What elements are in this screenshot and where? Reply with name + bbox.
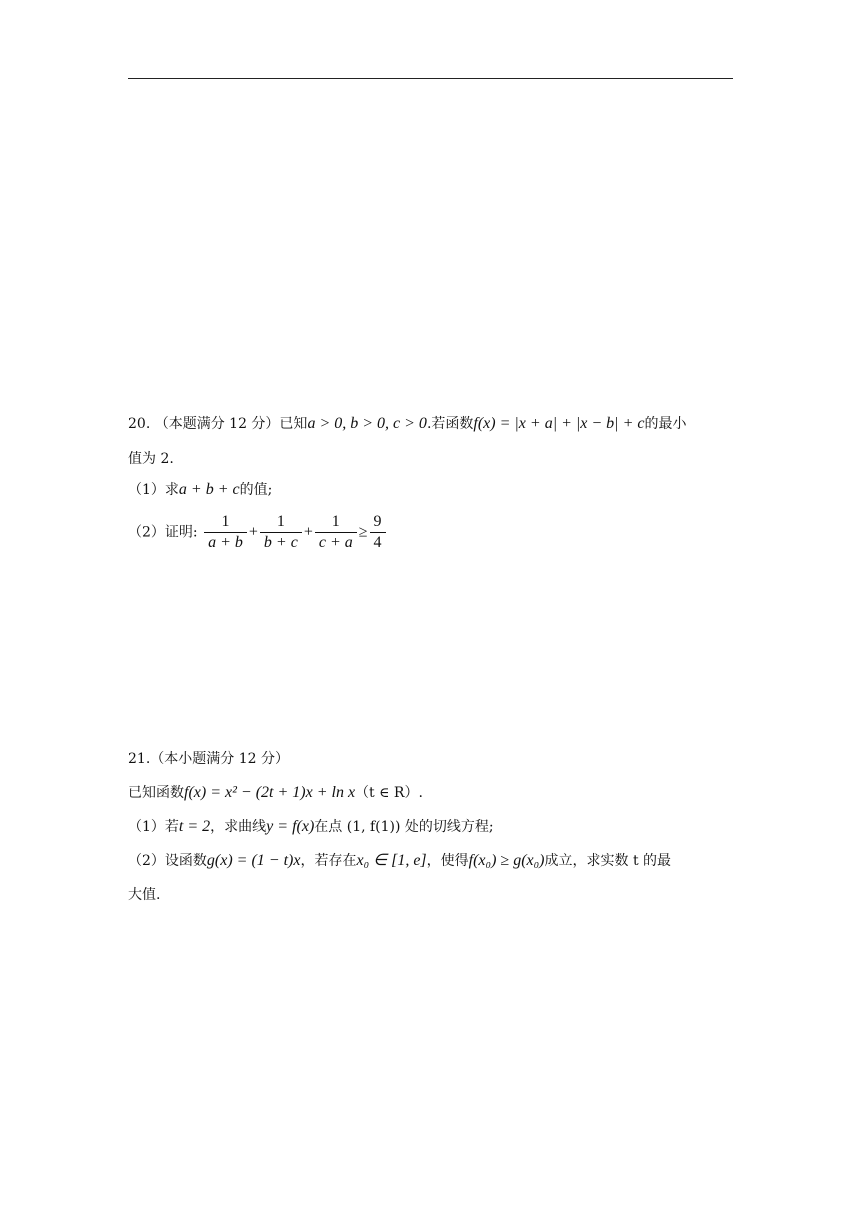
fraction-2-num: 1: [276, 513, 285, 530]
fraction-2-den: b + c: [260, 532, 302, 553]
q21-p2-x0: x₀ ∈ [1, e]: [356, 852, 427, 869]
q21-p1-curve: y = f(x): [266, 818, 315, 835]
q20-part2-prefix: （2）证明:: [128, 524, 198, 541]
q21-part2-line2: 大值.: [128, 887, 161, 903]
q20-condition: a > 0, b > 0, c > 0: [307, 415, 427, 432]
q21-part1: [128, 817, 494, 837]
q21-function: f(x) = x² − (2t + 1)x + ln x: [184, 784, 356, 801]
q21-p2-mid: ，若存在: [300, 853, 357, 869]
fraction-rhs-den: 4: [370, 532, 386, 553]
q21-part2: [128, 851, 671, 871]
q20-inequality: [202, 512, 387, 553]
fraction-rhs: [370, 512, 386, 553]
fraction-1: [204, 512, 247, 553]
q21-p2-ineq: f(x₀) ≥ g(x₀): [468, 852, 545, 869]
q21-p2-mid2: ，使得: [426, 853, 469, 869]
fraction-2: [260, 512, 302, 553]
q20-function: f(x) = |x + a| + |x − b| + c: [473, 415, 645, 432]
q21-p2-prefix: （2）设函数: [128, 853, 207, 869]
q20-part1-suffix: 的值;: [239, 482, 273, 498]
q20-part1-expr: a + b + c: [178, 481, 240, 498]
q20-suffix: 的最小: [644, 416, 687, 432]
q21-p1-mid: ，求曲线: [210, 819, 267, 835]
q20-part2: [128, 512, 388, 553]
fraction-3: [315, 512, 357, 553]
q21-p2-suffix: 成立，求实数 t 的最: [544, 853, 672, 869]
fraction-1-num: 1: [221, 513, 230, 530]
q20-mid: .若函数: [426, 416, 474, 432]
q21-line2-prefix: 已知函数: [128, 785, 184, 801]
q20-line1: [128, 414, 686, 434]
geq-sign: ≥: [358, 523, 368, 541]
header-rule: [128, 78, 733, 79]
q20-prefix: 20. （本题满分 12 分）已知: [128, 416, 308, 432]
fraction-1-den: a + b: [204, 532, 247, 553]
q21-p1-t: t = 2: [178, 818, 211, 835]
q20-part1-prefix: （1）求: [128, 482, 179, 498]
q21-p1-point: 在点 (1, f(1)) 处的切线方程;: [314, 819, 494, 835]
plus-sign: +: [303, 523, 313, 541]
q21-p2-g: g(x) = (1 − t)x: [206, 852, 301, 869]
q21-p1-prefix: （1）若: [128, 819, 179, 835]
fraction-3-den: c + a: [315, 532, 357, 553]
fraction-3-num: 1: [331, 513, 340, 530]
q21-condition: （t ∈ R）.: [355, 785, 423, 801]
q21-title: 21.（本小题满分 12 分）: [128, 751, 289, 767]
q20-part1: [128, 480, 272, 500]
q20-line2: 值为 2.: [128, 451, 174, 467]
fraction-rhs-num: 9: [373, 513, 382, 530]
q21-line2: [128, 783, 423, 803]
plus-sign: +: [248, 523, 258, 541]
